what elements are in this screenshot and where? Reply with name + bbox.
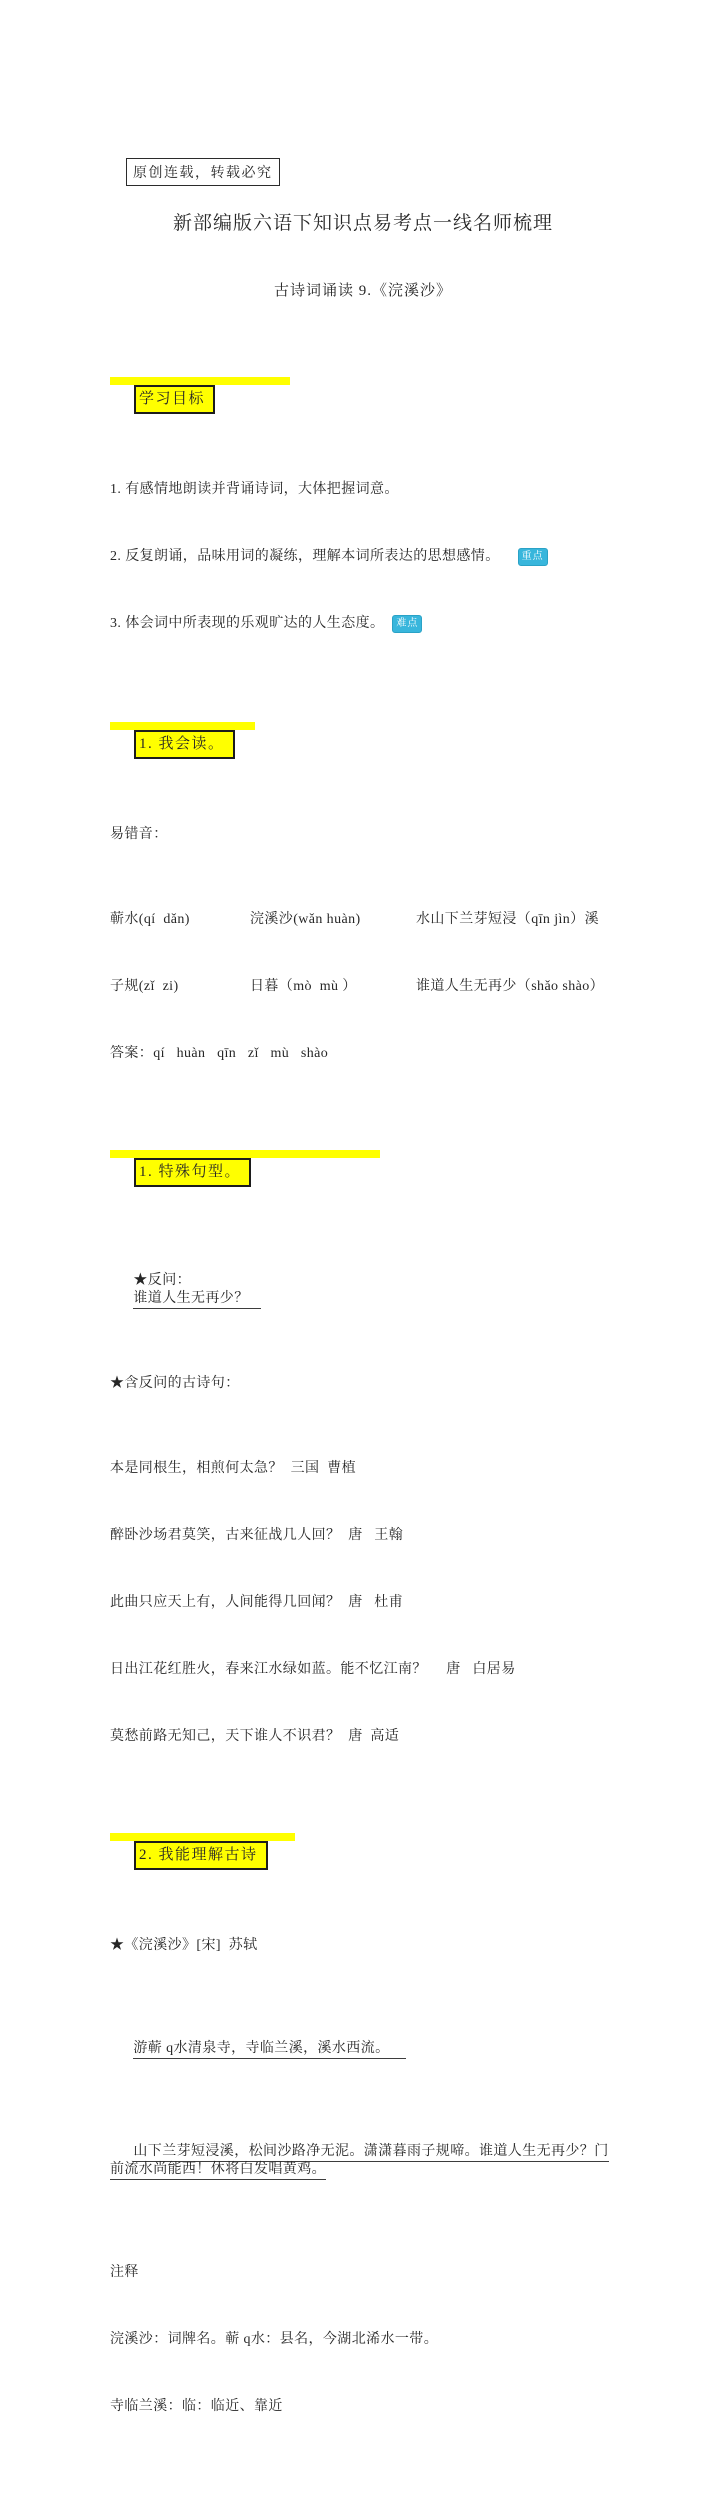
- section-goals-header: [110, 377, 616, 414]
- highlight-bar: [110, 1150, 380, 1158]
- goal-item: [110, 615, 616, 633]
- copyright-notice: 原创连载，转载必究: [126, 158, 280, 186]
- highlight-bar: [110, 722, 255, 730]
- poem-quote-line: 本是同根生，相煎何太急？ 三国 曹植: [110, 1461, 356, 1476]
- goal-item: [110, 548, 616, 566]
- note-line: 寺临兰溪：临：临近、靠近: [110, 2399, 283, 2414]
- error-prone-sounds-label: 易错音：: [110, 827, 168, 842]
- pinyin-cell: 日暮（mò mù ）: [250, 979, 357, 994]
- pinyin-cell: 子规(zǐ zi): [110, 979, 179, 994]
- page-title: 新部编版六语下知识点易考点一线名师梳理: [172, 213, 553, 234]
- pinyin-row: [110, 978, 616, 996]
- goal-item: [110, 481, 616, 499]
- rhetorical-label: ★反问：: [133, 1273, 192, 1288]
- goal-text: 2. 反复朗诵，品味用词的凝练，理解本词所表达的思想感情。: [110, 549, 500, 564]
- page-subtitle: 古诗词诵读 9.《浣溪沙》: [273, 283, 452, 299]
- section-header-understand: 2. 我能理解古诗: [134, 1841, 268, 1870]
- rhetorical-text-underlined: 谁道人生无再少？: [133, 1291, 260, 1309]
- pinyin-cell: 谁道人生无再少（shǎo shào）: [416, 979, 605, 994]
- notes-label: 注释: [110, 2265, 139, 2280]
- section-read-header: [110, 722, 616, 759]
- note-line: 浣溪沙：词牌名。蕲 q水：县名，今湖北浠水一带。: [110, 2332, 439, 2347]
- poem-preface-underlined: 游蕲 q水清泉寺，寺临兰溪，溪水西流。: [133, 2041, 405, 2059]
- goal-text: 1. 有感情地朗读并背诵诗词，大体把握词意。: [110, 482, 399, 497]
- poem-quote-line: 日出江花红胜火，春来江水绿如蓝。能不忆江南？ 唐 白居易: [110, 1662, 516, 1677]
- highlight-bar: [110, 377, 290, 385]
- section-header-goals: 学习目标: [134, 385, 215, 414]
- poem-body-lines: [110, 2125, 616, 2197]
- key-point-badge: 重点: [518, 548, 548, 566]
- section-understand-header: [110, 1833, 616, 1870]
- pinyin-cell: 水山下兰芽短浸（qīn jìn）溪: [416, 912, 599, 927]
- pinyin-cell: 蕲水(qí dǎn): [110, 912, 190, 927]
- rhetorical-poems-label: ★含反问的古诗句：: [110, 1376, 240, 1391]
- poem-quote-line: 此曲只应天上有，人间能得几回闻？ 唐 杜甫: [110, 1595, 404, 1610]
- poem-preface-line: [110, 2022, 616, 2076]
- pinyin-row: [110, 911, 616, 929]
- page-content: [0, 36, 724, 2483]
- poem-title-line: ★《浣溪沙》[宋] 苏轼: [110, 1938, 258, 1953]
- answer-line: 答案：qí huàn qīn zǐ mù shào: [110, 1046, 329, 1061]
- poem-quote-line: 醉卧沙场君莫笑，古来征战几人回？ 唐 王翰: [110, 1528, 404, 1543]
- rhetorical-question-line: [110, 1254, 616, 1326]
- section-header-read: 1. 我会读。: [134, 730, 235, 759]
- difficult-point-badge: 难点: [392, 615, 422, 633]
- pinyin-cell: 浣溪沙(wǎn huàn): [250, 912, 361, 927]
- section-header-special: 1. 特殊句型。: [134, 1158, 251, 1187]
- highlight-bar: [110, 1833, 295, 1841]
- section-special-header: [110, 1150, 616, 1187]
- goal-text: 3. 体会词中所表现的乐观旷达的人生态度。: [110, 616, 385, 631]
- poem-body-underlined: 山下兰芽短浸溪，松间沙路净无泥。潇潇暮雨子规啼。谁道人生无再少？门前流水尚能西！休将白发唱黄鸡。: [110, 2144, 609, 2180]
- poem-quote-line: 莫愁前路无知己，天下谁人不识君？ 唐 高适: [110, 1729, 400, 1744]
